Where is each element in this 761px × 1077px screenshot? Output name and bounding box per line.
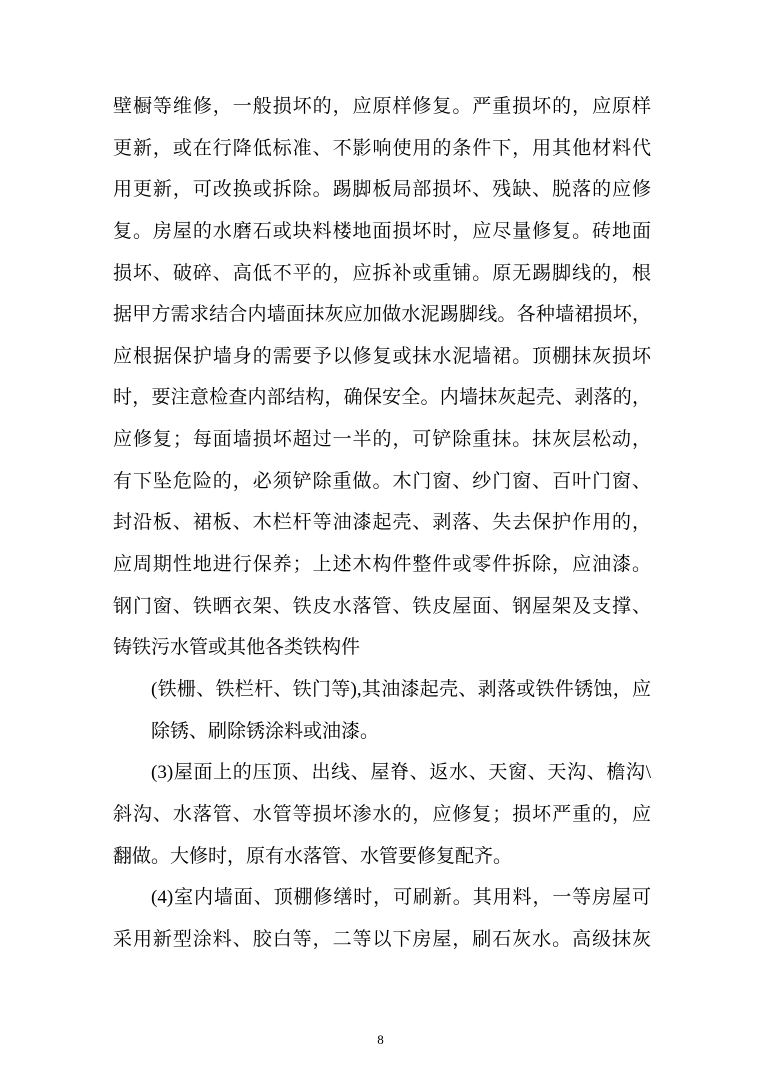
text-line: 应根据保护墙身的需要予以修复或抹水泥墙裙。顶棚抹灰损坏 bbox=[113, 345, 651, 367]
text-line: 时，要注意检查内部结构，确保安全。内墙抹灰起壳、剥落的， bbox=[113, 387, 651, 409]
text-line: 应修复；每面墙损坏超过一半的，可铲除重抹。抹灰层松动， bbox=[113, 429, 651, 451]
text-line: 有下坠危险的，必须铲除重做。木门窗、纱门窗、百叶门窗、 bbox=[113, 470, 651, 492]
text-line: 应周期性地进行保养；上述木构件整件或零件拆除，应油漆。 bbox=[113, 554, 651, 576]
page-number: 8 bbox=[377, 1032, 384, 1047]
text-line: (3)屋面上的压顶、出线、屋脊、返水、天窗、天沟、檐沟\ bbox=[151, 762, 651, 784]
text-line: 翻做。大修时，原有水落管、水管要修复配齐。 bbox=[113, 845, 513, 867]
text-line: (4)室内墙面、顶棚修缮时，可刷新。其用料，一等房屋可 bbox=[151, 887, 651, 909]
text-line: 封沿板、裙板、木栏杆等油漆起壳、剥落、失去保护作用的， bbox=[113, 512, 651, 534]
text-line: 除锈、刷除锈涂料或油漆。 bbox=[151, 720, 380, 742]
text-line: 采用新型涂料、胶白等，二等以下房屋，刷石灰水。高级抹灰 bbox=[113, 928, 651, 950]
text-line: 复。房屋的水磨石或块料楼地面损坏时，应尽量修复。砖地面 bbox=[113, 220, 651, 242]
text-line: 钢门窗、铁晒衣架、铁皮水落管、铁皮屋面、钢屋架及支撑、 bbox=[113, 595, 651, 617]
text-line: (铁栅、铁栏杆、铁门等),其油漆起壳、剥落或铁件锈蚀，应 bbox=[151, 678, 651, 700]
text-line: 用更新，可改换或拆除。踢脚板局部损坏、残缺、脱落的应修 bbox=[113, 179, 651, 201]
text-line: 据甲方需求结合内墙面抹灰应加做水泥踢脚线。各种墙裙损坏， bbox=[113, 304, 651, 326]
text-line: 铸铁污水管或其他各类铁构件 bbox=[113, 637, 361, 659]
text-line: 斜沟、水落管、水管等损坏渗水的，应修复；损坏严重的，应 bbox=[113, 803, 651, 825]
document-text bbox=[113, 86, 651, 960]
text-line: 壁橱等维修，一般损坏的，应原样修复。严重损坏的，应原样 bbox=[113, 96, 651, 117]
text-line: 损坏、破碎、高低不平的，应拆补或重铺。原无踢脚线的，根 bbox=[113, 262, 651, 284]
text-line: 更新，或在行降低标准、不影响使用的条件下，用其他材料代 bbox=[113, 137, 651, 159]
